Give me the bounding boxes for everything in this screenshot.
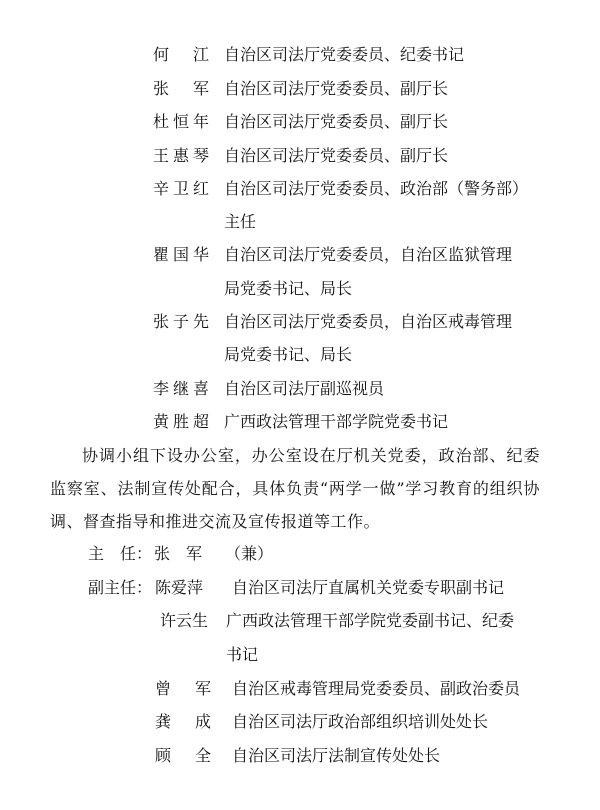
director-name: 张 军 bbox=[154, 544, 203, 563]
member-role-continued: 主任 bbox=[224, 212, 257, 231]
member-role: 广西政法管理干部学院党委书记 bbox=[224, 412, 449, 431]
member-name: 张 军 bbox=[153, 79, 209, 98]
member-name: 辛卫红 bbox=[153, 179, 209, 198]
member-role: 自治区司法厅党委委员、副厅长 bbox=[224, 146, 449, 165]
member-role: 自治区司法厅副巡视员 bbox=[224, 379, 385, 398]
member-role: 自治区司法厅党委委员、纪委书记 bbox=[224, 45, 465, 64]
member-role: 自治区司法厅党委委员，自治区监狱管理 bbox=[224, 245, 513, 264]
member-role-continued: 局党委书记、局长 bbox=[224, 279, 353, 298]
deputy-role: 广西政法管理干部学院党委副书记、纪委 bbox=[226, 611, 515, 630]
deputy-name: 顾 全 bbox=[155, 746, 211, 765]
deputy-role: 自治区司法厅直属机关党委专职副书记 bbox=[232, 578, 505, 597]
deputy-label: 副主任： bbox=[88, 578, 153, 597]
member-name: 李继喜 bbox=[153, 379, 209, 398]
member-name: 杜恒年 bbox=[153, 112, 209, 131]
deputy-name: 曾 军 bbox=[155, 679, 211, 698]
member-name: 张子先 bbox=[153, 312, 209, 331]
deputy-role-continued: 书记 bbox=[226, 645, 259, 664]
deputy-name: 许云生 bbox=[160, 611, 209, 630]
deputy-role: 自治区司法厅政治部组织培训处处长 bbox=[232, 712, 489, 731]
member-name: 黄胜超 bbox=[153, 412, 209, 431]
director-note: （兼） bbox=[225, 544, 274, 563]
member-role: 自治区司法厅党委委员、副厅长 bbox=[224, 112, 449, 131]
deputy-name: 陈爱萍 bbox=[155, 578, 204, 597]
office-description-paragraph: 协调小组下设办公室，办公室设在厅机关党委，政治部、纪委监察室、法制宣传处配合，具体负责“两学一做”学习教育的组织协调、督查指导和推进交流及宣传报道等工作。 bbox=[50, 446, 540, 531]
deputy-role: 自治区司法厅法制宣传处处长 bbox=[232, 746, 441, 765]
deputy-role: 自治区戒毒管理局党委委员、副政治委员 bbox=[232, 679, 521, 698]
member-role: 自治区司法厅党委委员，自治区戒毒管理 bbox=[224, 312, 513, 331]
member-name: 何 江 bbox=[153, 45, 209, 64]
deputy-name: 龚 成 bbox=[155, 712, 211, 731]
member-name: 王惠琴 bbox=[153, 146, 209, 165]
member-name: 瞿国华 bbox=[153, 245, 209, 264]
member-role: 自治区司法厅党委委员、政治部（警务部） bbox=[224, 179, 529, 198]
director-label: 主 任： bbox=[88, 544, 153, 563]
member-role: 自治区司法厅党委委员、副厅长 bbox=[224, 79, 449, 98]
member-role-continued: 局党委书记、局长 bbox=[224, 345, 353, 364]
